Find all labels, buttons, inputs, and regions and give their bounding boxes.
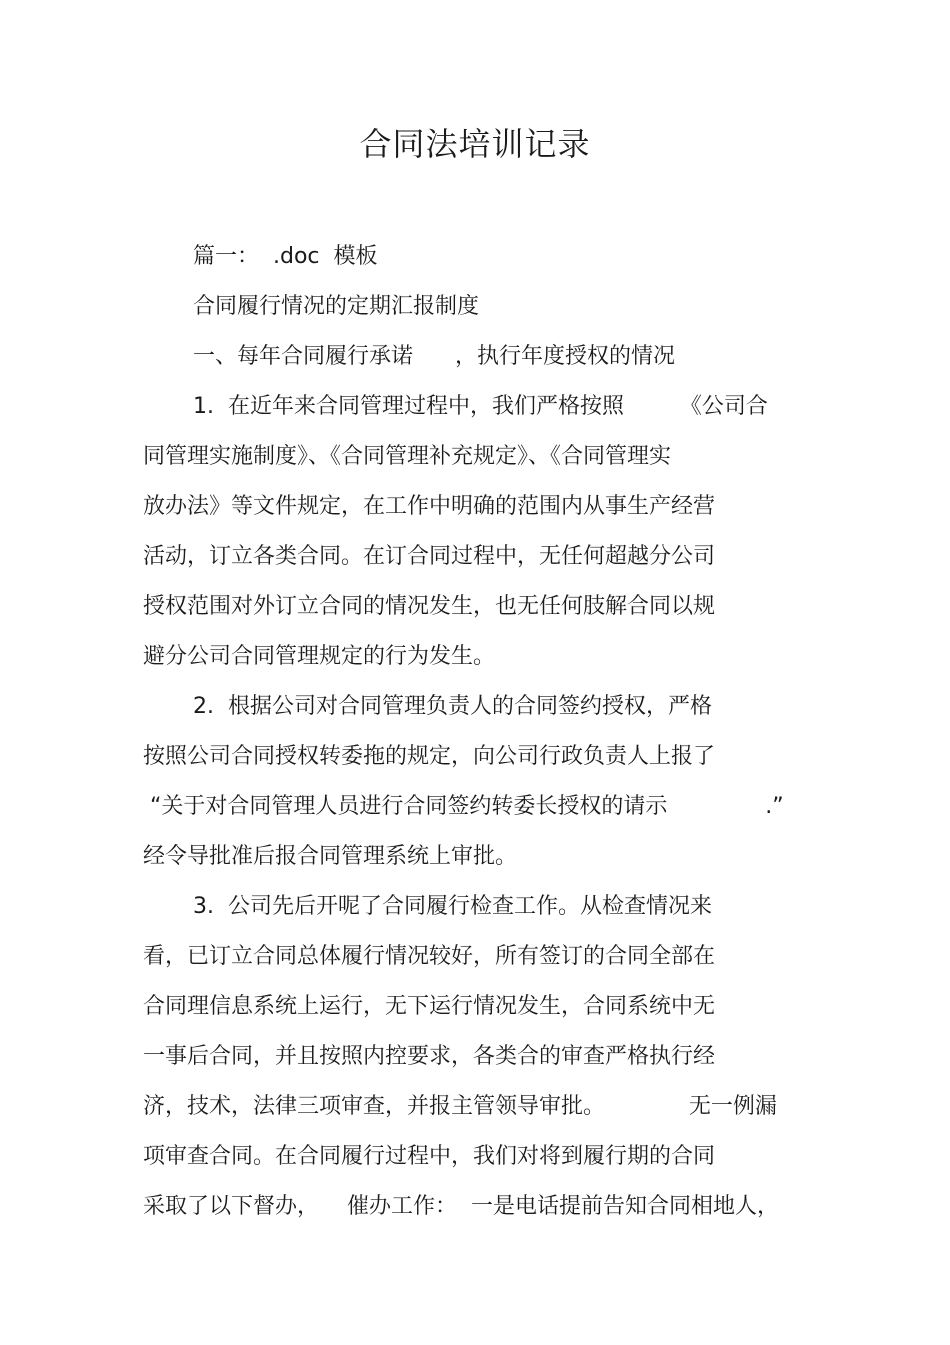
paragraph-line: 2. 根据公司对合同管理负责人的合同签约授权，严格: [193, 694, 712, 719]
paragraph-line: 3. 公司先后开呢了合同履行检查工作。从检查情况来: [193, 894, 712, 919]
paragraph-line: 合同履行情况的定期汇报制度: [193, 294, 480, 319]
paragraph-line: 按照公司合同授权转委拖的规定，向公司行政负责人上报了: [143, 744, 716, 769]
document-title: 合同法培训记录: [359, 125, 591, 163]
paragraph-line: 一、每年合同履行承诺 ，执行年度授权的情况: [193, 344, 675, 369]
paragraph-line: 济，技术，法律三项审查，并报主管领导审批。 无一例漏: [143, 1094, 777, 1119]
paragraph-line: 1. 在近年来合同管理过程中，我们严格按照 《公司合: [193, 394, 768, 419]
paragraph-line: 同管理实施制度》、《合同管理补充规定》、《合同管理实: [143, 444, 672, 469]
paragraph-line: 经令导批准后报合同管理系统上审批。: [143, 844, 518, 869]
paragraph-line: 授权范围对外订立合同的情况发生，也无任何肢解合同以规: [143, 594, 716, 619]
paragraph-line: 篇一： .doc 模板: [193, 244, 378, 269]
paragraph-line: 一事后合同，并且按照内控要求，各类合的审查严格执行经: [143, 1044, 716, 1069]
paragraph-line: 项审查合同。在合同履行过程中，我们对将到履行期的合同: [143, 1144, 716, 1169]
paragraph-line: 避分公司合同管理规定的行为发生。: [143, 644, 496, 669]
paragraph-line: 看，已订立合同总体履行情况较好，所有签订的合同全部在: [143, 944, 716, 969]
paragraph-line: 合同理信息系统上运行，无下运行情况发生，合同系统中无: [143, 994, 716, 1019]
paragraph-line: “关于对合同管理人员进行合同签约转委长授权的请示 .”: [150, 794, 784, 819]
paragraph-line: 采取了以下督办， 催办工作： 一是电话提前告知合同相地人，: [143, 1194, 779, 1219]
paragraph-line: 活动，订立各类合同。在订合同过程中，无任何超越分公司: [143, 544, 716, 569]
paragraph-line: 放办法》等文件规定，在工作中明确的范围内从事生产经营: [143, 494, 716, 519]
